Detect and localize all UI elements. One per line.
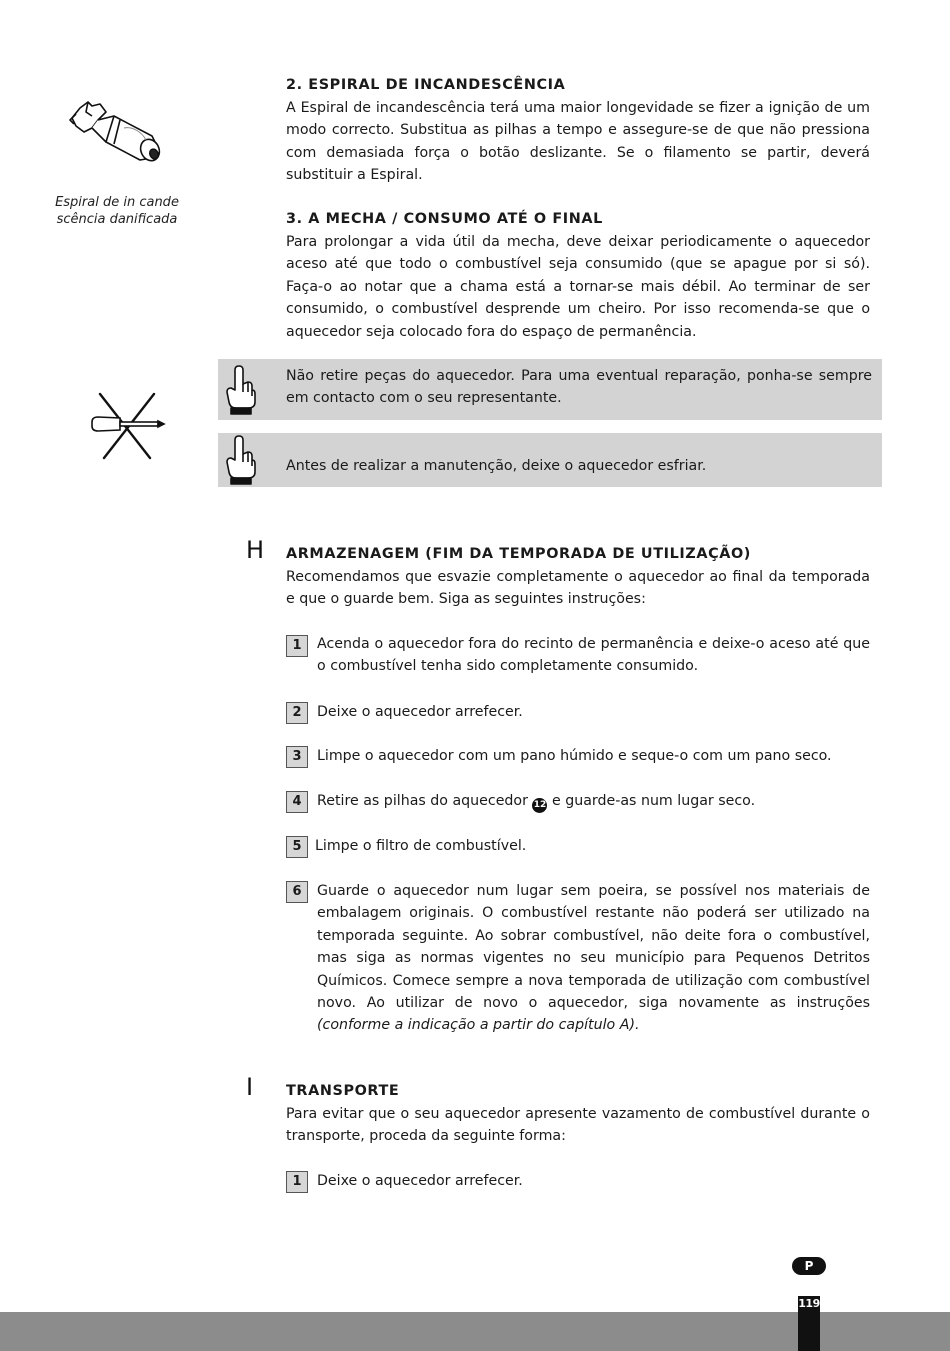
step-number-2: 2: [286, 702, 308, 724]
step-text-5: Limpe o filtro de combustível.: [315, 838, 527, 854]
section-3-body: Para prolongar a vida útil da mecha, deve deixar periodicamente o aquecedor aceso até que todo o combustível seja consumido (que se apague por si só). Faça-o ao notar que a chama está a tornar-se mais débil. Ao terminar de ser consumido, o combustível desprende um cheiro. Por isso recomenda-se que o aquecedor seja colocado fora do espaço de permanência.: [286, 234, 870, 340]
step-number-5: 5: [286, 836, 308, 858]
warning-text-1: Não retire peças do aquecedor. Para uma eventual reparação, ponha-se sempre em contacto com o seu representante.: [286, 368, 872, 407]
step-number-4: 4: [286, 791, 308, 813]
figure-reference-badge: 12: [532, 798, 547, 813]
section-i-heading: TRANSPORTE: [286, 1083, 400, 1099]
section-i-intro: Para evitar que o seu aquecedor apresente vazamento de combustível durante o transporte, proceda da seguinte forma:: [286, 1106, 870, 1145]
step-number-3: 3: [286, 746, 308, 768]
page-number: 119: [798, 1297, 820, 1310]
step-text-4: [317, 790, 870, 813]
section-h-heading: ARMAZENAGEM (FIM DA TEMPORADA DE UTILIZAÇÃO): [286, 546, 751, 562]
step-6-text-italic: (conforme a indicação a partir do capítulo A).: [317, 1017, 640, 1034]
transport-step-number-1: 1: [286, 1171, 308, 1193]
spiral-plug-illustration: [62, 98, 174, 176]
section-3-heading: 3. A MECHA / CONSUMO ATÉ O FINAL: [286, 211, 603, 227]
pointing-hand-icon: [224, 364, 258, 416]
language-badge: P: [792, 1257, 826, 1275]
step-text-2: Deixe o aquecedor arrefecer.: [317, 704, 523, 720]
spiral-caption: Espiral de in cande scência danificada: [55, 195, 179, 227]
step-number-6: 6: [286, 881, 308, 903]
no-screwdriver-icon: [88, 390, 168, 462]
section-2-body: A Espiral de incandescência terá uma maior longevidade se fizer a ignição de um modo correcto. Substitua as pilhas a tempo e assegure-se de que não pressiona com demasiada força o botão deslizante. Se o filamento se partir, deverá substituir a Espiral.: [286, 100, 870, 184]
pointing-hand-icon: [224, 434, 258, 486]
warning-box-2: [218, 433, 882, 487]
step-text-6: [317, 880, 870, 1037]
step-text-3: Limpe o aquecedor com um pano húmido e seque-o com um pano seco.: [317, 748, 832, 764]
warning-box-1: [218, 359, 882, 420]
section-2-heading: 2. ESPIRAL DE INCANDESCÊNCIA: [286, 77, 566, 93]
step-4-text-before: Retire as pilhas do aquecedor: [317, 793, 528, 809]
step-text-1: Acenda o aquecedor fora do recinto de permanência e deixe-o aceso até que o combustível tenha sido completamente consumido.: [317, 636, 870, 675]
warning-text-2: Antes de realizar a manutenção, deixe o aquecedor esfriar.: [286, 458, 707, 474]
section-h-intro: Recomendamos que esvazie completamente o aquecedor ao final da temporada e que o guarde bem. Siga as seguintes instruções:: [286, 569, 870, 608]
section-h-letter: H: [246, 536, 265, 564]
step-number-1: 1: [286, 635, 308, 657]
transport-step-text-1: Deixe o aquecedor arrefecer.: [317, 1173, 523, 1189]
step-6-text: Guarde o aquecedor num lugar sem poeira, se possível nos materiais de embalagem originais. O combustível restante não poderá ser utilizado na temporada seguinte. Ao sobrar combustível, não deite fora o combustível, mas siga as normas vigentes no seu município para Pequenos Detritos Químicos. Comece sempre a nova temporada de utilização com combustível novo. Ao utilizar de novo o aquecedor, siga novamente as instruções: [317, 883, 870, 1012]
section-i-letter: I: [246, 1073, 254, 1101]
step-4-text-after: e guarde-as num lugar seco.: [551, 793, 756, 809]
